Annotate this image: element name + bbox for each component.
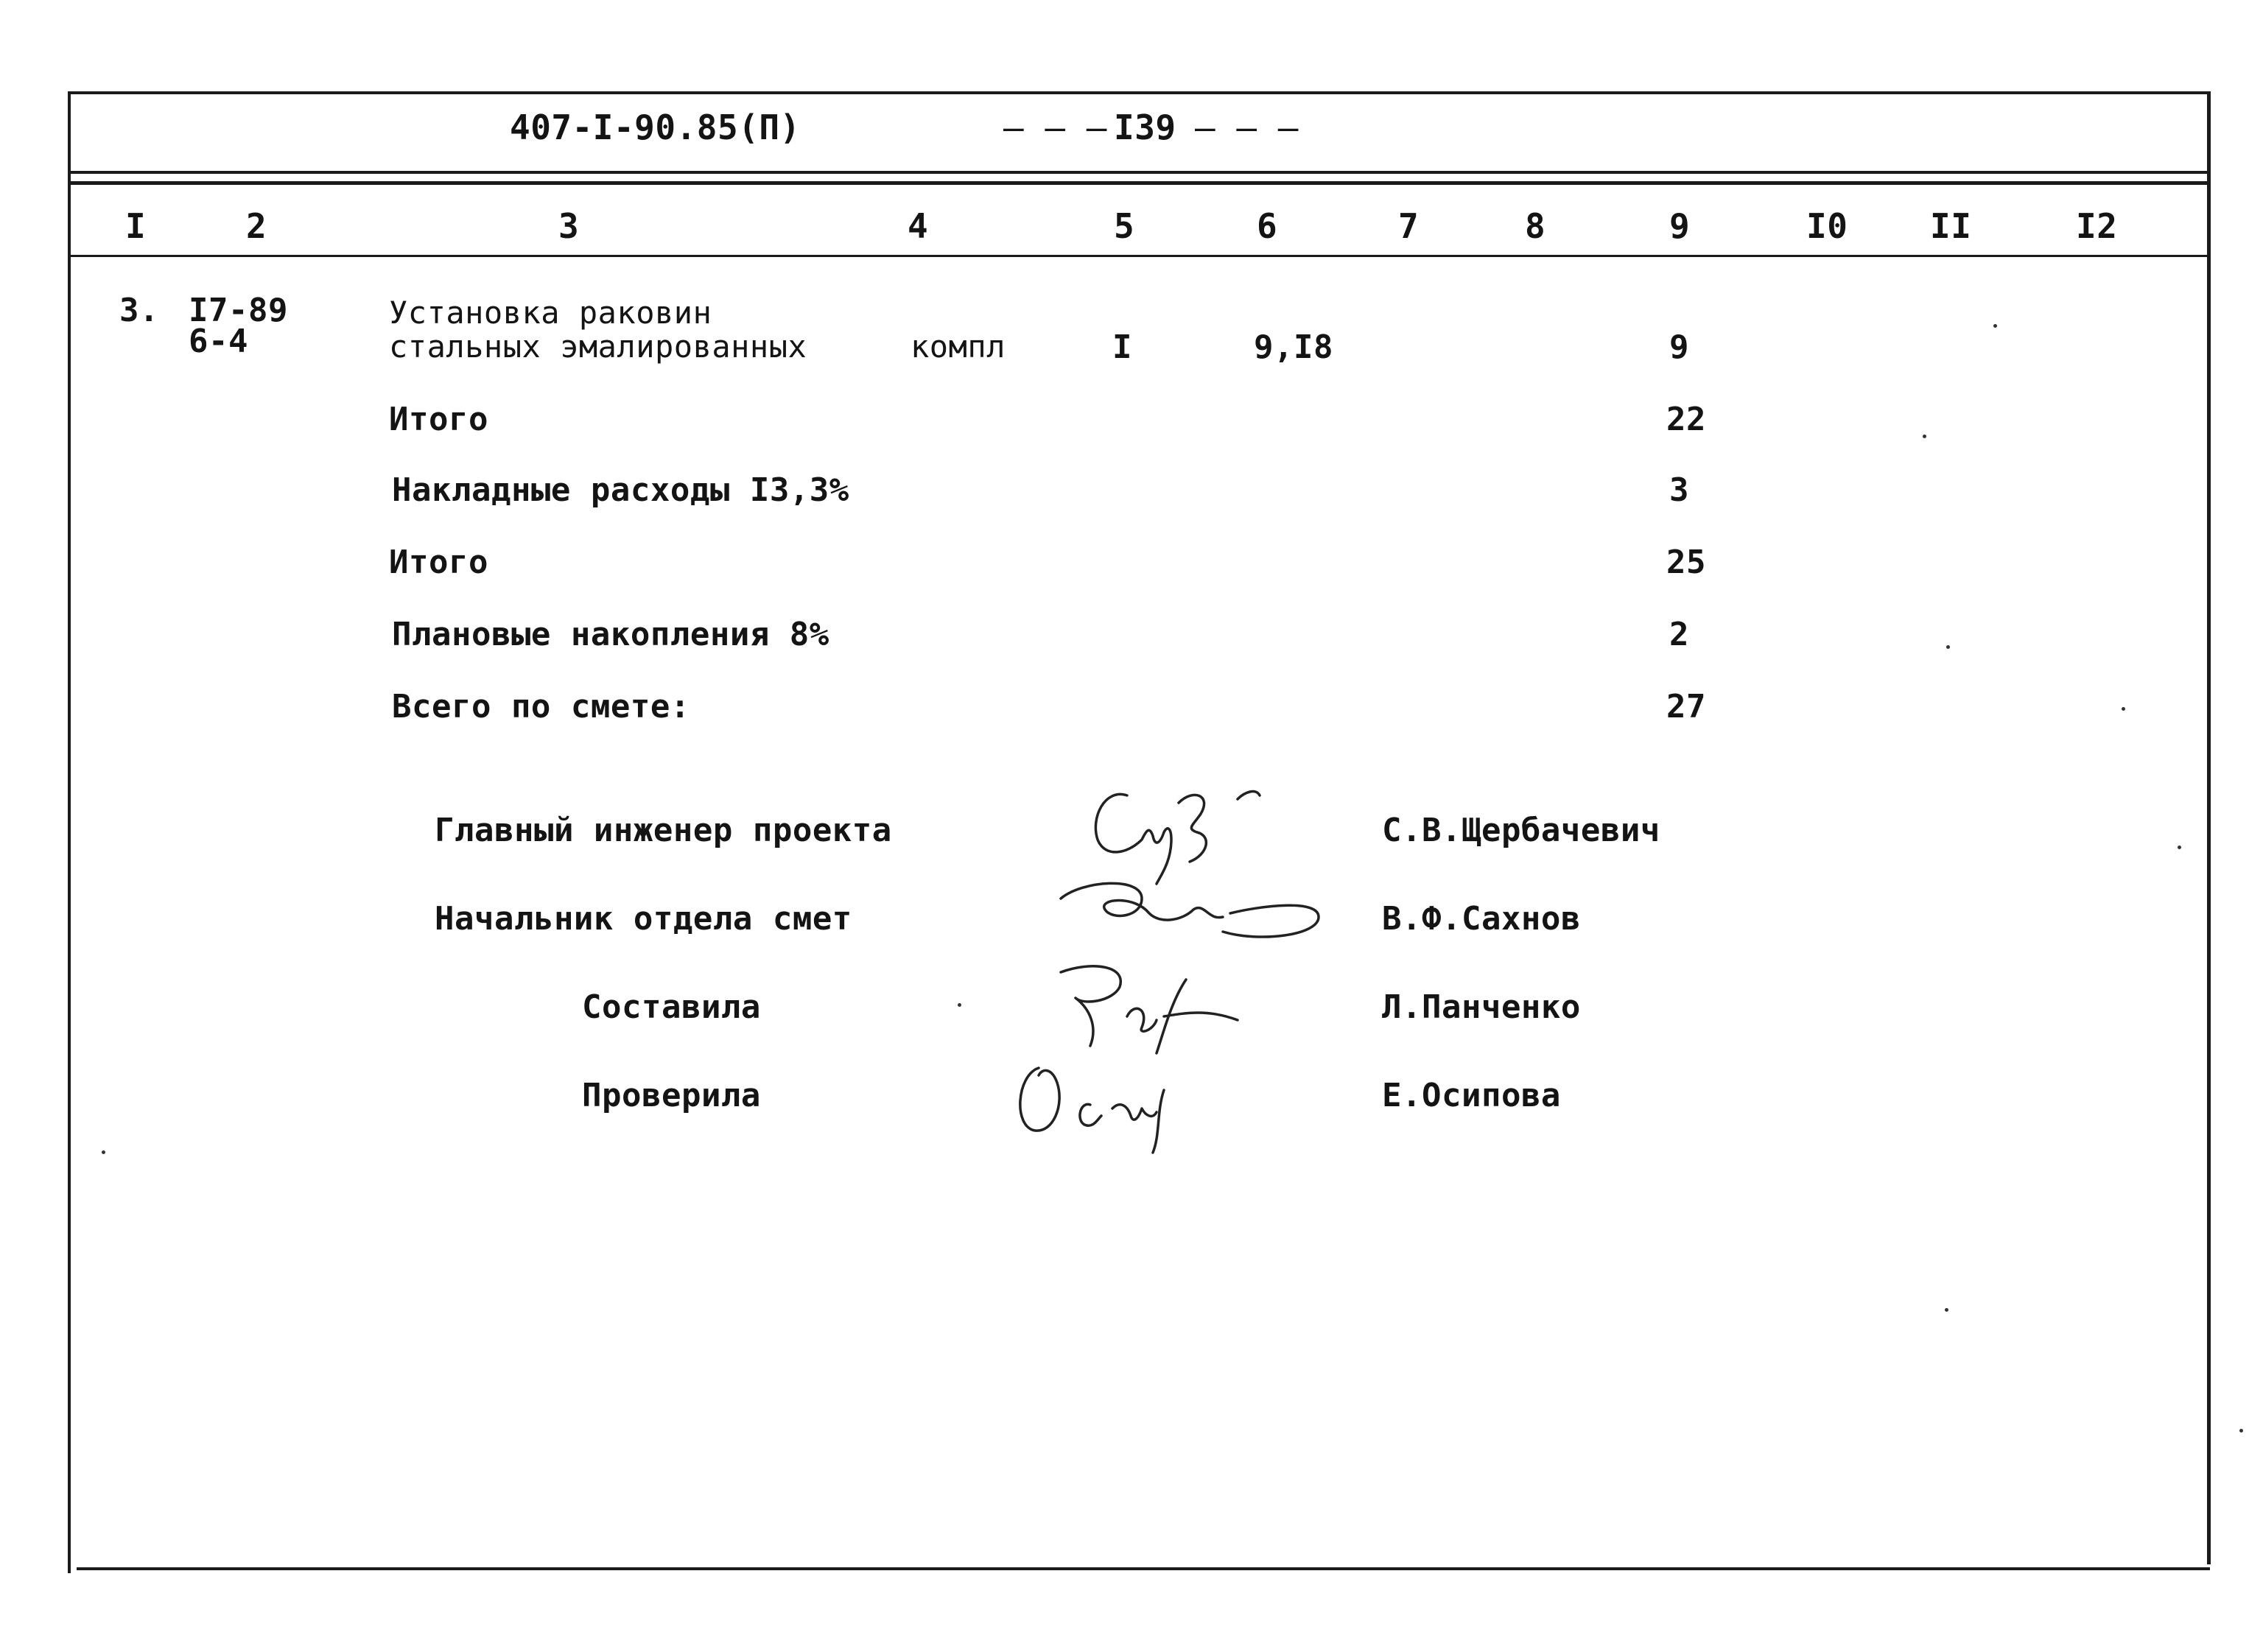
summary-value: 22 [1666, 401, 1706, 438]
frame-top-line [68, 91, 2208, 94]
column-number: 5 [1114, 206, 1135, 246]
header-rule-lower [68, 181, 2208, 185]
row-number: 3. [119, 292, 159, 329]
summary-value: 27 [1666, 688, 1706, 725]
column-number: II [1930, 206, 1972, 246]
signature-chief-engineer [1076, 773, 1297, 891]
scan-speck [958, 1003, 961, 1007]
row-description-line1: Установка раковин [389, 295, 712, 331]
signature-name: Е.Осипова [1382, 1077, 1561, 1114]
header-rule-upper [68, 171, 2208, 174]
page-dash-left: — — — [1003, 108, 1107, 147]
row-description-line2: стальных эмалированных [389, 328, 807, 365]
column-number: 2 [246, 206, 267, 246]
summary-label: Итого [389, 401, 488, 438]
signature-name: С.В.Щербачевич [1382, 812, 1660, 849]
column-number: I [125, 206, 147, 246]
signature-role: Составила [582, 988, 761, 1026]
scan-speck [2122, 707, 2125, 711]
summary-label: Всего по смете: [392, 688, 690, 725]
scan-speck [1945, 1308, 1948, 1312]
row-code-sub: 6-4 [189, 323, 248, 360]
signature-estimates-head [1053, 876, 1333, 965]
column-number: 6 [1257, 206, 1278, 246]
column-number: I0 [1806, 206, 1848, 246]
summary-label: Накладные расходы I3,3% [392, 471, 849, 509]
page-dash-right: — — — [1195, 108, 1299, 147]
frame-right-line [2207, 91, 2211, 1564]
summary-label: Итого [389, 544, 488, 581]
column-number: 7 [1398, 206, 1420, 246]
column-number: 8 [1525, 206, 1546, 246]
column-number: I2 [2076, 206, 2118, 246]
frame-left-line [68, 91, 71, 1573]
row-total: 9 [1669, 328, 1689, 366]
row-unit-price: 9,I8 [1254, 328, 1333, 366]
column-number: 3 [558, 206, 580, 246]
row-unit: компл [911, 328, 1006, 365]
scan-speck [2239, 1429, 2243, 1433]
row-quantity: I [1112, 328, 1132, 366]
scan-speck [1946, 645, 1950, 649]
signature-role: Начальник отдела смет [435, 900, 852, 938]
summary-value: 2 [1669, 616, 1689, 653]
row-code: I7-89 [189, 292, 288, 329]
document-code: 407-I-90.85(П) [510, 108, 801, 147]
column-number: 4 [908, 206, 929, 246]
frame-bottom-line [77, 1567, 2210, 1570]
signature-role: Главный инженер проекта [435, 812, 892, 849]
signature-name: В.Ф.Сахнов [1382, 900, 1581, 938]
page-number: I39 [1114, 108, 1176, 147]
column-rule [71, 255, 2208, 257]
summary-value: 3 [1669, 471, 1689, 509]
column-number: 9 [1669, 206, 1691, 246]
signature-checked-by [1009, 1046, 1208, 1156]
scan-speck [1993, 324, 1997, 328]
scan-speck [1923, 435, 1926, 438]
signature-compiled-by [1046, 957, 1267, 1061]
signature-name: Л.Панченко [1382, 988, 1581, 1026]
signature-role: Проверила [582, 1077, 761, 1114]
summary-value: 25 [1666, 544, 1706, 581]
scan-speck [2178, 846, 2181, 849]
scan-speck [102, 1150, 105, 1154]
summary-label: Плановые накопления 8% [392, 616, 829, 653]
